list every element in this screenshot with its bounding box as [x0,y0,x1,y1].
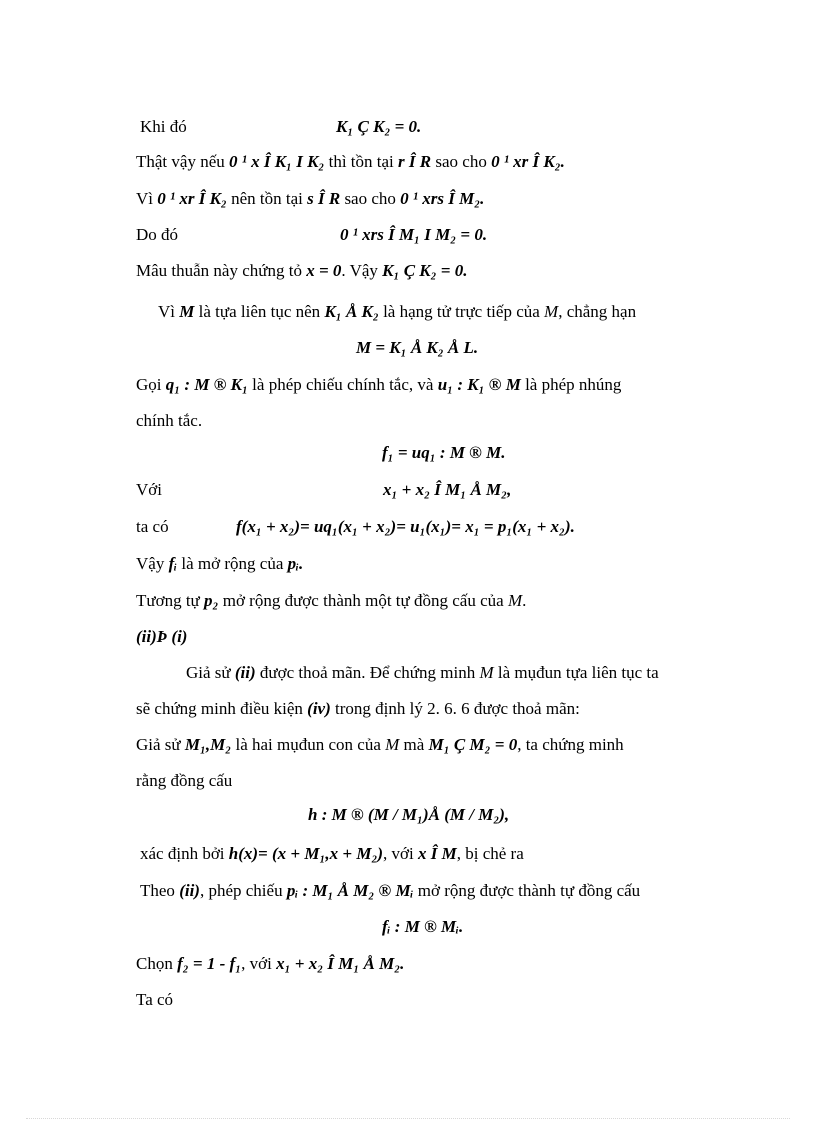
math-expression: K₁ Å K₂ [324,302,379,321]
text: , với [383,844,414,863]
text: , phép chiếu [199,881,283,900]
text: chính tắc. [136,411,203,430]
math-expression: f(x₁ + x₂)= uq₁(x₁ + x₂)= u₁(x₁)= x₁ = p₁(x₁ + x₂). [236,517,575,536]
text: sẽ chứng minh điều kiện [136,699,303,718]
text: , với [241,954,272,973]
math-expression: K₁ Ç K₂ = 0. [382,261,468,280]
math-expression: x₁ + x₂ Î M₁ Å M₂, [383,480,512,499]
math-expression: u₁ : K₁ ® M [437,375,521,394]
text: Vậy [136,554,165,573]
math-expression: 0 ¹ xrs Î M₁ I M₂ = 0. [340,225,488,244]
text: là phép chiếu chính tắc, và [252,375,434,394]
math-expression: x Î M [418,844,457,863]
text: mở rộng được thành một tự đồng cấu của [222,591,504,610]
text: được thoả mãn. Để chứng minh [259,663,476,682]
text-line [136,953,404,975]
math-expression: x = 0 [306,261,342,280]
text: sao cho [344,189,396,208]
math-expression: fᵢ : M ® Mᵢ. [382,917,464,936]
text-line [136,516,575,538]
math-expression: 0 ¹ xrs Î M₂. [400,189,485,208]
text: . [522,591,527,610]
math-variable: M [385,735,400,754]
text: Vì [158,302,175,321]
text: là tựa liên tục nên [198,302,321,321]
text: sao cho [435,152,487,171]
text: mở rộng được thành tự đồng cấu [417,881,641,900]
text-line [136,188,484,210]
text-line [140,880,640,902]
text: Khi đó [140,117,187,136]
math-expression: s Î R [307,189,341,208]
text: Giả sử [136,735,181,754]
text: là hạng tử trực tiếp của [383,302,540,321]
text-line [136,734,624,756]
text: nên tồn tại [231,189,303,208]
math-expression: r Î R [398,152,432,171]
text-line [158,301,636,323]
text: rằng đồng cấu [136,771,233,790]
text: Chọn [136,954,173,973]
text-line [136,590,526,612]
math-expression: pᵢ. [287,554,304,573]
text: Mâu thuẫn này chứng tỏ [136,261,302,280]
display-equation [308,804,509,826]
text: mà [403,735,425,754]
math-expression: h(x)= (x + M₁,x + M₂) [228,844,384,863]
text: Thật vậy nếu [136,152,225,171]
math-expression: f₂ = 1 - f₁ [177,954,242,973]
text: Giả sử [186,663,231,682]
display-equation [382,442,506,464]
text-line [136,770,232,792]
math-expression: p₂ [204,591,219,610]
text: Vì [136,189,153,208]
math-expression: h : M ® (M / M₁)Å (M / M₂), [308,805,510,824]
text-line [136,410,202,432]
text: , ta chứng minh [517,735,624,754]
math-variable: M [544,302,559,321]
text-line [136,151,565,173]
text: . Vậy [341,261,378,280]
text: , bị chẻ ra [456,844,524,863]
text-line [136,479,512,501]
section-heading [136,626,187,648]
math-expression: (ii) [234,663,256,682]
text: Với [136,480,162,499]
display-equation [382,916,463,938]
math-expression: M₁,M₂ [184,735,232,754]
text: là phép nhúng [525,375,622,394]
text: Do đó [136,225,179,244]
math-expression: (iv) [307,699,331,718]
text-line [136,374,621,396]
text-line [186,662,659,684]
text-line [136,553,303,575]
math-variable: M [479,663,494,682]
text-line [136,260,467,282]
math-expression: fᵢ [168,554,178,573]
math-expression: q₁ : M ® K₁ [165,375,248,394]
math-expression: M = K₁ Å K₂ Å L. [356,338,479,357]
text: Gọi [136,375,162,394]
text: là mở rộng của [181,554,284,573]
math-expression: K₁ Ç K₂ = 0. [336,117,422,136]
text-line [136,989,173,1011]
text-line [140,116,422,138]
math-variable: M [507,591,523,610]
text: là hai mụđun con của [235,735,381,754]
math-expression: f₁ = uq₁ : M ® M. [382,443,506,462]
math-expression: (ii)Þ (i) [136,627,188,646]
display-equation [356,337,478,359]
text-line [136,698,580,720]
text: là mụđun tựa liên tục ta [497,663,659,682]
math-expression: 0 ¹ xr Î K₂. [491,152,565,171]
text-line [140,843,524,865]
text: Ta có [136,990,174,1009]
text: ta có [136,517,169,536]
math-expression: M₁ Ç M₂ = 0 [428,735,518,754]
text: Theo [140,881,175,900]
math-expression: 0 ¹ xr Î K₂ [157,189,227,208]
math-expression: pᵢ : M₁ Å M₂ ® Mᵢ [286,881,414,900]
text: thì tồn tại [328,152,394,171]
text-line [136,224,488,246]
text: trong định lý 2. 6. 6 được thoả mãn: [335,699,580,718]
math-expression: 0 ¹ x Î K₁ I K₂ [229,152,325,171]
math-expression: x₁ + x₂ Î M₁ Å M₂. [276,954,405,973]
text: Tương tự [136,591,200,610]
text: , chẳng hạn [558,302,637,321]
math-expression: (ii) [179,881,200,900]
page-bottom-rule [26,1118,790,1119]
math-expression: M [179,302,195,321]
text: xác định bởi [140,844,225,863]
